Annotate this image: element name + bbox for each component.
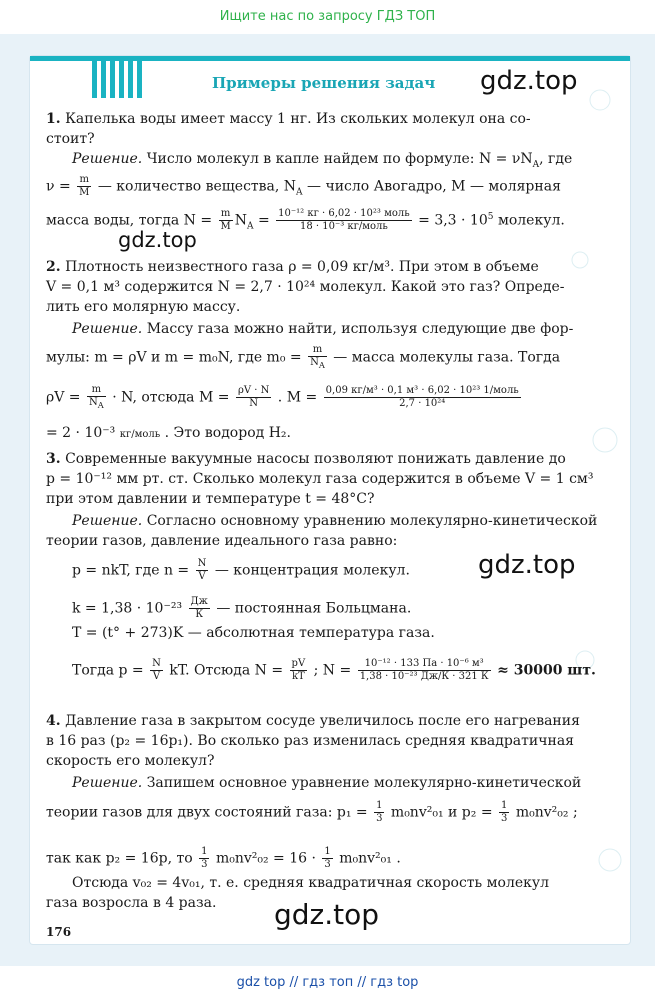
solution-text: — количество вещества, N xyxy=(97,178,297,195)
fraction: $\frac{N}{V}$ xyxy=(152,658,161,682)
solution-text: молекул. xyxy=(497,212,565,229)
problem-4-line xyxy=(46,732,616,750)
fraction: $\frac{1}{3}$ xyxy=(376,800,383,824)
formula-result: ≈ 30000 шт. xyxy=(497,662,596,679)
solution-text: — концентрация молекул. xyxy=(214,562,410,579)
fraction: $\frac{pV}{kT}$ xyxy=(291,658,306,682)
problem-2-line xyxy=(46,384,616,411)
problem-1-line: масса воды, тогда N = $\frac{m}{M}$ $N_A$ = $\frac{\text{10⁻¹² кг · 6,02 · 10²³ моль}}{\text{18 · 10⁻³ кг/моль}}$ = $3,3 \cdot 10^5$ молекул. xyxy=(46,208,565,233)
fraction: $\frac{Дж}{К}$ xyxy=(190,596,208,620)
problem-1-line xyxy=(46,130,616,148)
formula-text: Тогда p = xyxy=(72,662,144,679)
problem-4-line xyxy=(72,874,642,892)
problem-text: стоит? xyxy=(46,131,95,147)
problem-number: 3. xyxy=(46,451,61,467)
solution-text: масса воды, тогда N = xyxy=(46,212,213,229)
solution-text: = 2 · 10⁻³ xyxy=(46,425,116,441)
solution-text: Запишем основное уравнение молекулярно-кинетической xyxy=(146,775,582,791)
solution-label: Решение. xyxy=(72,151,143,167)
problem-3-line xyxy=(46,490,616,508)
problem-3-line xyxy=(72,596,642,621)
problem-3-line xyxy=(46,532,616,550)
problem-text: при этом давлении и температуре t = 48°C? xyxy=(46,491,375,507)
formula-text: p = nkT, где n = xyxy=(72,562,190,579)
fraction: $\frac{1}{3}$ xyxy=(201,846,208,870)
problem-4-line xyxy=(46,752,616,770)
problem-number: 4. xyxy=(46,713,61,729)
problem-4-line xyxy=(46,846,616,871)
solution-text: — постоянная Больцмана. xyxy=(216,600,412,617)
problem-3-line xyxy=(72,624,642,642)
top-banner: Ищите нас по запросу ГДЗ ТОП xyxy=(0,0,655,34)
solution-label: Решение. xyxy=(72,775,143,791)
fraction: $\frac{\text{0,09 кг/м³ · 0,1 м³ · 6,02 · 10²³ 1/моль}}{\text{2,7 · 10²⁴}}$ xyxy=(325,385,519,409)
problem-2-line xyxy=(72,320,642,338)
solution-text: Массу газа можно найти, используя следующие две фор- xyxy=(146,321,574,337)
formula-text: m₀nv²₀₂ ; xyxy=(515,804,578,821)
problem-1-line: Решение. Число молекул в капле найдем по формуле: $N = \nu N_A$, где xyxy=(72,151,573,170)
problem-2-line xyxy=(46,344,616,371)
fraction: $\frac{N}{V}$ xyxy=(197,558,207,582)
fraction: $\frac{m}{M}$ xyxy=(220,208,231,233)
problem-2-line xyxy=(46,278,616,296)
problem-1-line: ν = $\frac{m}{M}$ — количество вещества, $N_A$ — число Авогадро, M — молярная xyxy=(46,174,561,198)
problem-3-line xyxy=(72,512,642,530)
watermark: gdz.top xyxy=(478,550,576,580)
problem-2-line xyxy=(46,298,616,316)
formula-text: ν = xyxy=(46,178,71,195)
solution-label: Решение. xyxy=(72,321,143,337)
unit: кг/моль xyxy=(119,429,161,440)
formula-text: kT. Отсюда N = xyxy=(169,662,284,679)
solution-text: теории газов для двух состояний газа: p₁ = xyxy=(46,804,368,821)
bottom-banner: gdz top // гдз топ // гдз top xyxy=(0,966,655,1000)
fraction: $\frac{1}{3}$ xyxy=(501,800,508,824)
solution-text: теории газов, давление идеального газа равно: xyxy=(46,533,398,549)
problem-4-line xyxy=(46,712,616,730)
solution-label: Решение. xyxy=(72,513,143,529)
watermark: gdz.top xyxy=(274,898,380,931)
formula-text: ; N = xyxy=(313,662,352,679)
problem-2-line xyxy=(46,424,616,444)
problem-text: V = 0,1 м³ содержится N = 2,7 · 10²⁴ молекул. Какой это газ? Опреде- xyxy=(46,279,565,295)
fraction: $\frac{m}{N_A}$ xyxy=(88,384,104,410)
problem-text: Современные вакуумные насосы позволяют понижать давление до xyxy=(65,451,566,467)
solution-text: так как p₂ = 16p, то xyxy=(46,850,193,867)
solution-text: — число Авогадро, M — молярная xyxy=(307,178,561,195)
problem-3-line xyxy=(72,558,642,583)
solution-text: — масса молекулы газа. Тогда xyxy=(333,349,561,366)
solution-text: газа возросла в 4 раза. xyxy=(46,895,217,911)
solution-text: , где xyxy=(539,151,573,167)
formula-text: k = 1,38 · 10⁻²³ xyxy=(72,600,183,617)
problem-text: Капелька воды имеет массу 1 нг. Из скольких молекул она со- xyxy=(65,111,531,127)
header-stripes xyxy=(92,56,152,98)
solution-text: ρV = xyxy=(46,389,81,406)
solution-text: Согласно основному уравнению молекулярно-кинетической xyxy=(146,513,598,529)
problem-3-line xyxy=(72,658,642,683)
problem-text: в 16 раз (p₂ = 16p₁). Во сколько раз изменилась средняя квадратичная xyxy=(46,733,574,749)
solution-text: . Это водород H₂. xyxy=(164,425,291,441)
solution-text: · N, отсюда M = xyxy=(112,389,230,406)
problem-text: Плотность неизвестного газа ρ = 0,09 кг/м³. При этом в объеме xyxy=(65,259,539,275)
formula-text: m₀nv²₀₁ . xyxy=(339,850,401,867)
fraction: $\frac{m}{M}$ xyxy=(79,174,90,198)
fraction: $\frac{1}{3}$ xyxy=(324,846,331,870)
problem-number: 2. xyxy=(46,259,61,275)
problem-3-line xyxy=(46,450,616,468)
solution-text: Число молекул в капле найдем по формуле: N = νN xyxy=(146,151,533,167)
problem-4-line xyxy=(72,774,642,792)
section-title: Примеры решения задач xyxy=(212,74,436,92)
fraction: $\frac{m}{N_A}$ xyxy=(310,344,325,370)
problem-4-line xyxy=(46,894,616,912)
fraction: $\frac{\text{10⁻¹² · 133 Па · 10⁻⁶ м³}}{\text{1,38 · 10⁻²³ Дж/К · 321 К}}$ xyxy=(359,658,489,682)
problem-2-line xyxy=(46,258,616,276)
problem-text: скорость его молекул? xyxy=(46,753,215,769)
page-number: 176 xyxy=(46,925,72,939)
problem-number: 1. xyxy=(46,111,61,127)
problem-3-line xyxy=(46,470,616,488)
formula-text: T = (t° + 273)K — абсолютная температура газа. xyxy=(72,625,435,641)
fraction: $\frac{\text{10⁻¹² кг · 6,02 · 10²³ моль}}{\text{18 · 10⁻³ кг/моль}}$ xyxy=(278,208,410,233)
problem-4-line xyxy=(46,800,616,825)
problem-text: лить его молярную массу. xyxy=(46,299,241,315)
solution-text: . M = xyxy=(277,389,318,406)
problem-text: p = 10⁻¹² мм рт. ст. Сколько молекул газа содержится в объеме V = 1 см³ xyxy=(46,471,594,487)
problem-text: Давление газа в закрытом сосуде увеличилось после его нагревания xyxy=(65,713,580,729)
fraction: $\frac{\rho V \cdot N}{N}$ xyxy=(237,385,270,409)
watermark: gdz.top xyxy=(480,66,578,96)
solution-text: мулы: m = ρV и m = m₀N, где m₀ = xyxy=(46,349,302,366)
formula-text: m₀nv²₀₂ = 16 · xyxy=(215,850,316,867)
formula-text: m₀nv²₀₁ и p₂ = xyxy=(390,804,493,821)
solution-text: = 3,3 · 10 xyxy=(418,212,488,229)
problem-1-line xyxy=(46,110,616,128)
solution-text: Отсюда v₀₂ = 4v₀₁, т. е. средняя квадратичная скорость молекул xyxy=(72,875,550,891)
watermark: gdz.top xyxy=(118,228,197,252)
